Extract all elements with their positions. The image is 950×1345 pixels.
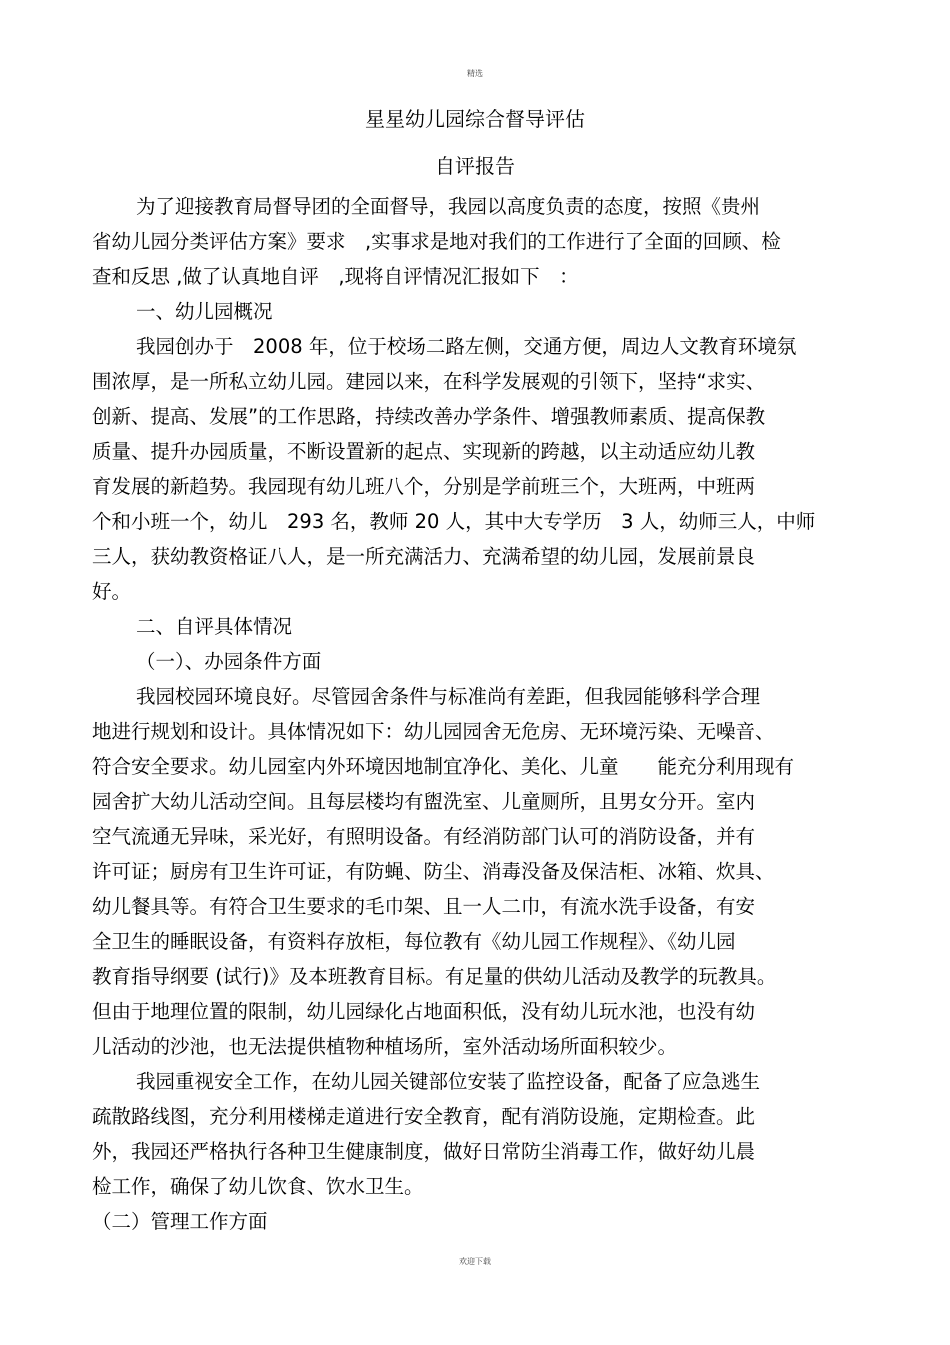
paragraph-line: 检工作，确保了幼儿饮食、饮水卫生。: [92, 1175, 424, 1198]
paragraph-line: 围浓厚，是一所私立幼儿园。建园以来，在科学发展观的引领下，坚持“求实、: [92, 370, 766, 393]
section-heading: 二、自评具体情况: [136, 615, 293, 638]
paragraph-line: 空气流通无异味，采光好，有照明设备。有经消防部门认可的消防设备，并有: [92, 825, 756, 848]
paragraph-line: 但由于地理位置的限制，幼儿园绿化占地面积低，没有幼儿玩水池，也没有幼: [92, 1000, 756, 1023]
paragraph-line: 我园创办于 2008 年，位于校场二路左侧，交通方便，周边人文教育环境氛: [136, 335, 797, 358]
paragraph-line: 好。: [92, 580, 132, 603]
paragraph-line: 我园重视安全工作，在幼儿园关键部位安装了监控设备，配备了应急逃生: [136, 1070, 761, 1093]
paragraph-line: 符合安全要求。幼儿园室内外环境因地制宜净化、美化、儿童 能充分利用现有: [92, 755, 795, 778]
paragraph-line: 幼儿餐具等。有符合卫生要求的毛巾架、且一人二巾，有流水洗手设备，有安: [92, 895, 756, 918]
document-subtitle: 自评报告: [435, 154, 515, 178]
subsection-heading: （二）管理工作方面: [92, 1210, 268, 1233]
paragraph-line: 省幼儿园分类评估方案》要求 ,实事求是地对我们的工作进行了全面的回顾、检: [92, 230, 781, 253]
header-mark: 精选: [467, 69, 483, 78]
paragraph-line: 外，我园还严格执行各种卫生健康制度，做好日常防尘消毒工作，做好幼儿晨: [92, 1140, 756, 1163]
paragraph-line: 地进行规划和设计。具体情况如下：幼儿园园舍无危房、无环境污染、无噪音、: [92, 720, 775, 743]
paragraph-line: 个和小班一个，幼儿 293 名，教师 20 人，其中大专学历 3 人，幼师三人，中师: [92, 510, 816, 533]
paragraph-line: 教育指导纲要 (试行)》及本班教育目标。有足量的供幼儿活动及教学的玩教具。: [92, 965, 777, 988]
paragraph-line: 三人，获幼教资格证八人，是一所充满活力、充满希望的幼儿园，发展前景良: [92, 545, 756, 568]
paragraph-line: 为了迎接教育局督导团的全面督导，我园以高度负责的态度，按照《贵州: [136, 195, 761, 218]
paragraph-line: 疏散路线图，充分利用楼梯走道进行安全教育，配有消防设施，定期检查。此: [92, 1105, 756, 1128]
document-title: 星星幼儿园综合督导评估: [365, 107, 585, 131]
paragraph-line: 全卫生的睡眠设备，有资料存放柜，每位教有《幼儿园工作规程》、《幼儿园: [92, 930, 736, 953]
paragraph-line: 创新、提高、发展”的工作思路，持续改善办学条件、增强教师素质、提高保教: [92, 405, 766, 428]
paragraph-line: 许可证；厨房有卫生许可证，有防蝇、防尘、消毒没备及保洁柜、冰箱、炊具、: [92, 860, 775, 883]
paragraph-line: 育发展的新趋势。我园现有幼儿班八个，分别是学前班三个，大班两，中班两: [92, 475, 756, 498]
paragraph-line: 儿活动的沙池，也无法提供植物种植场所，室外活动场所面积较少。: [92, 1035, 678, 1058]
subsection-heading: （一）、办园条件方面: [136, 650, 322, 673]
paragraph-line: 我园校园环境良好。尽管园舍条件与标准尚有差距，但我园能够科学合理: [136, 685, 761, 708]
section-heading: 一、幼儿园概况: [136, 300, 273, 323]
paragraph-line: 园舍扩大幼儿活动空间。且每层楼均有盥洗室、儿童厕所，且男女分开。室内: [92, 790, 756, 813]
paragraph-line: 查和反思 ,做了认真地自评 ,现将自评情况汇报如下 ：: [92, 265, 579, 288]
paragraph-line: 质量、提升办园质量，不断设置新的起点、实现新的跨越，以主动适应幼儿教: [92, 440, 756, 463]
footer-mark: 欢迎下载: [459, 1257, 491, 1266]
